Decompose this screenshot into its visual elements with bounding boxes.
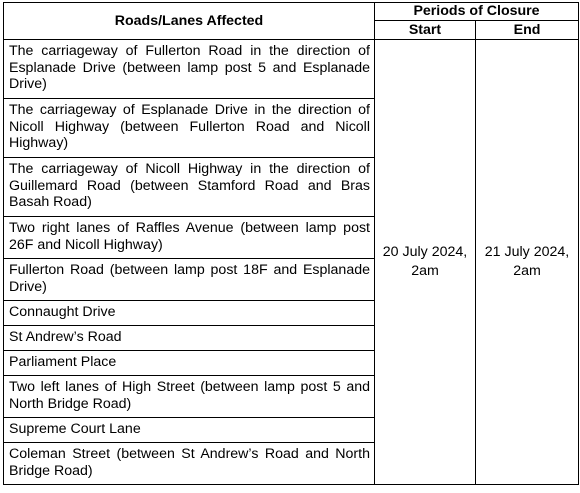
table-row-road: Two left lanes of High Street (between lamp post 5 and North Bridge Road)	[4, 376, 375, 418]
table-row-road: Parliament Place	[4, 351, 375, 376]
roads-affected-header: Roads/Lanes Affected	[4, 3, 375, 40]
closure-end-time: 21 July 2024, 2am	[476, 40, 579, 485]
end-header: End	[476, 21, 579, 40]
table-row-road: St Andrew’s Road	[4, 326, 375, 351]
table-row-road: Supreme Court Lane	[4, 418, 375, 443]
table-row-road: The carriageway of Fullerton Road in the direction of Esplanade Drive (between lamp post 5 and Esplanade Drive)	[4, 40, 375, 99]
table-row-road: Connaught Drive	[4, 301, 375, 326]
road-closure-table	[3, 2, 579, 485]
table-row-road: Fullerton Road (between lamp post 18F and Esplanade Drive)	[4, 259, 375, 301]
closure-start-time: 20 July 2024, 2am	[375, 40, 476, 485]
table-row-road: Coleman Street (between St Andrew’s Road and North Bridge Road)	[4, 443, 375, 485]
periods-of-closure-header: Periods of Closure	[375, 3, 579, 21]
table-row-road: The carriageway of Nicoll Highway in the direction of Guillemard Road (between Stamford Road and Bras Basah Road)	[4, 158, 375, 217]
start-header: Start	[375, 21, 476, 40]
table-row-road: Two right lanes of Raffles Avenue (between lamp post 26F and Nicoll Highway)	[4, 217, 375, 259]
table-row-road: The carriageway of Esplanade Drive in the direction of Nicoll Highway (between Fullerton Road and Nicoll Highway)	[4, 99, 375, 158]
